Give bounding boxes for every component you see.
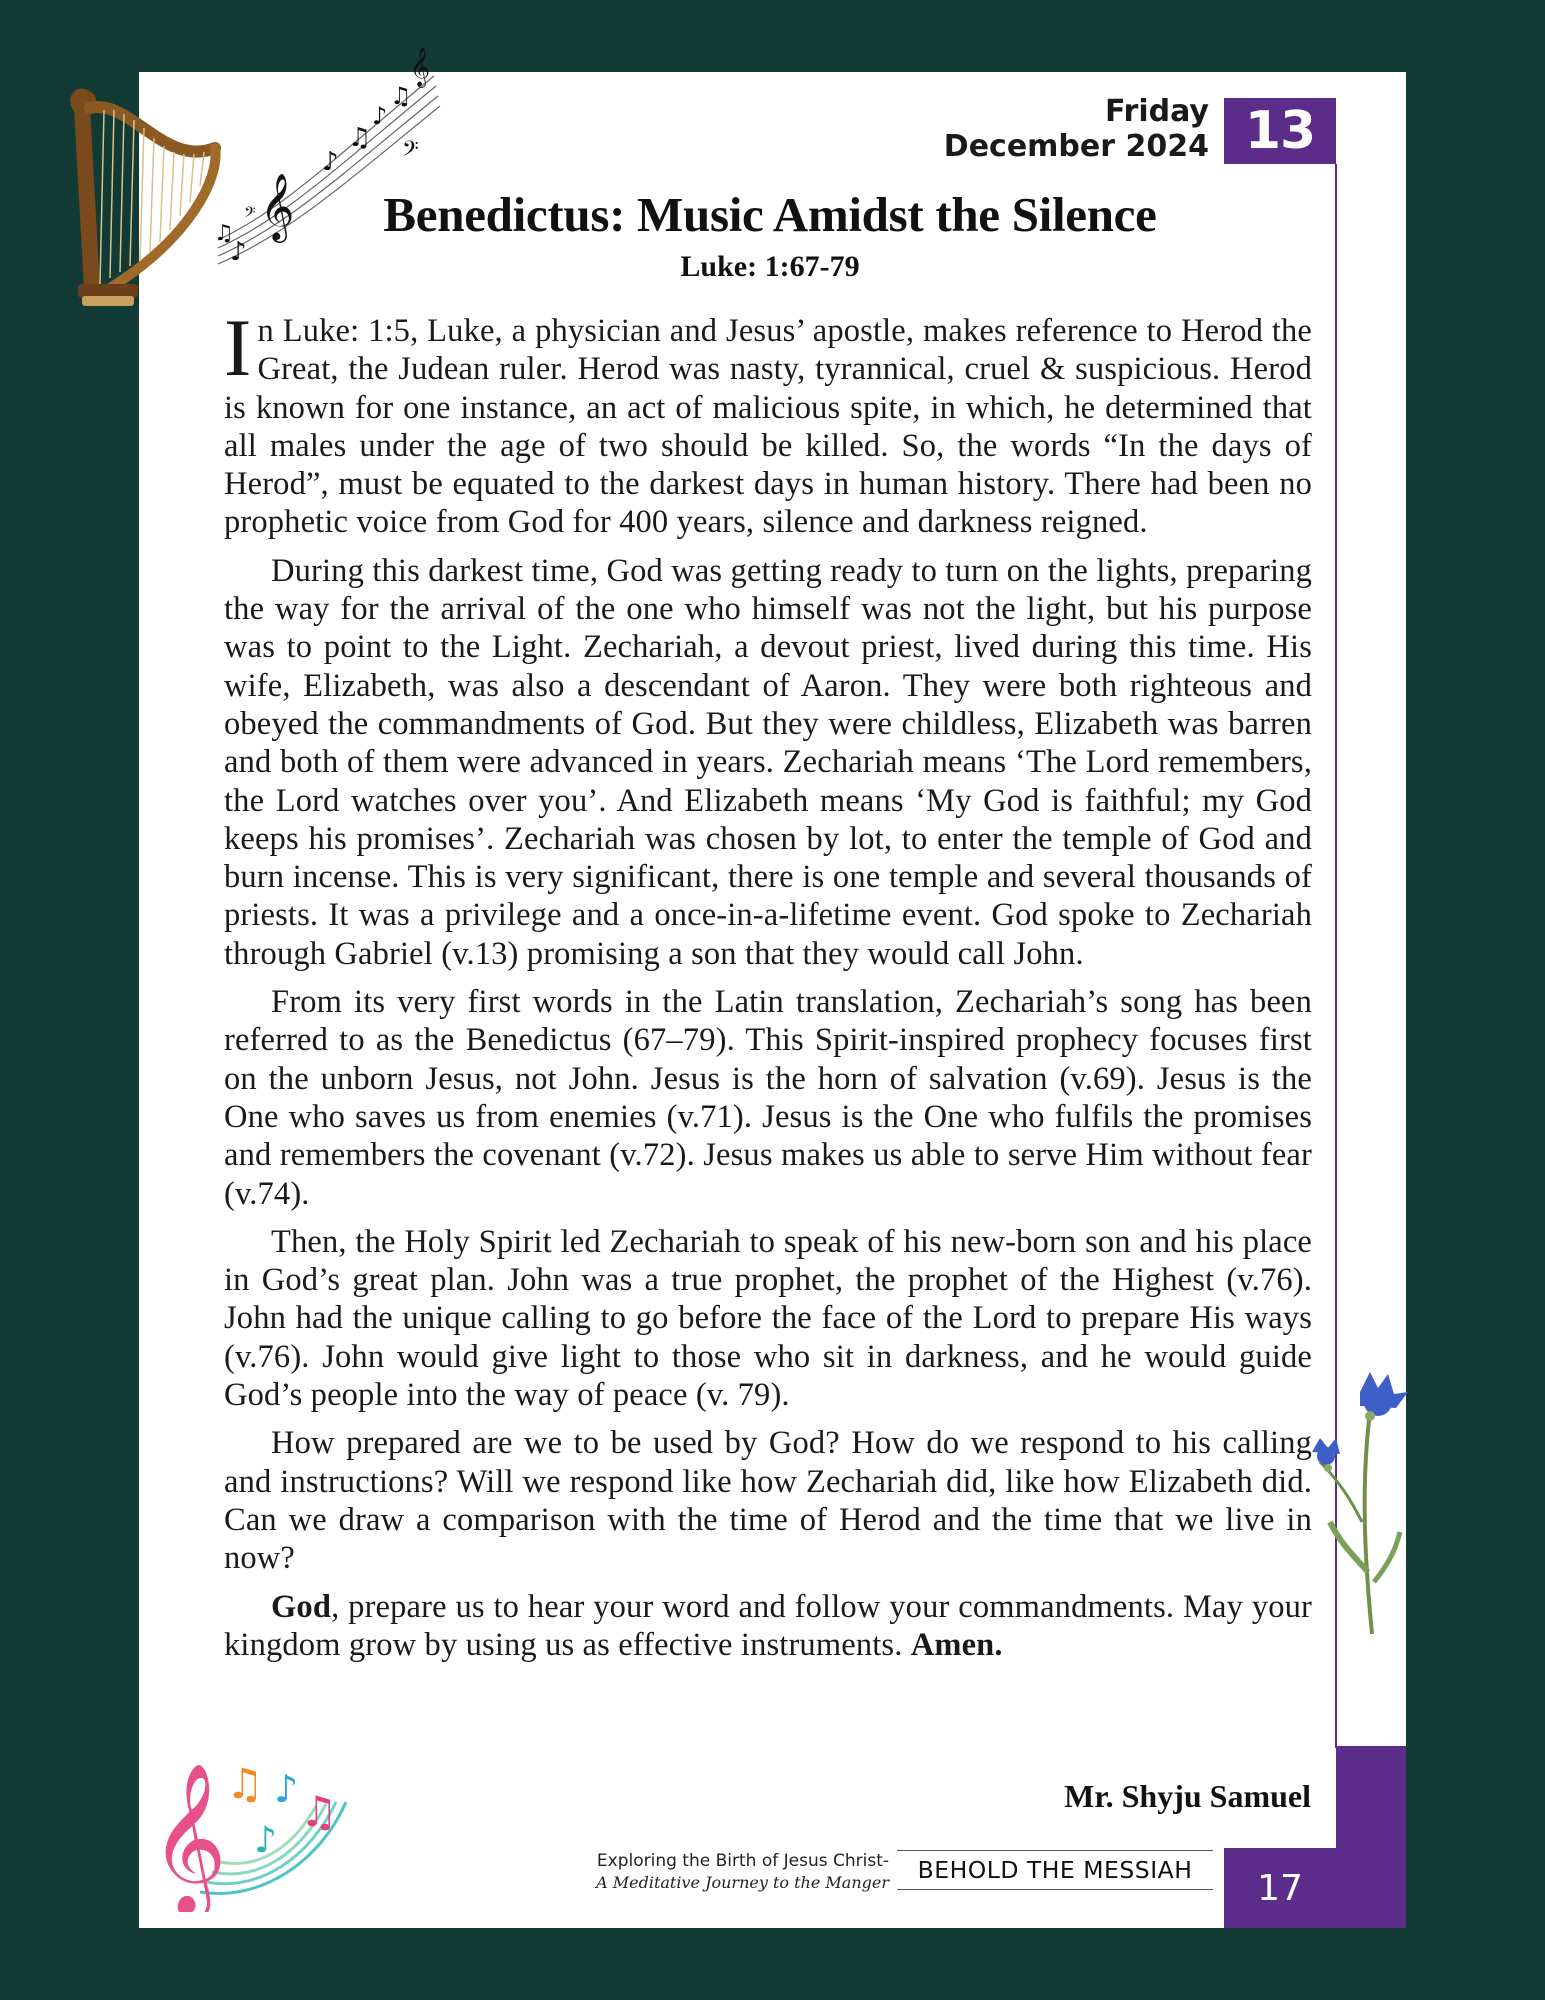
footer-line-1: Exploring the Birth of Jesus Christ- (596, 1851, 889, 1871)
svg-text:♫: ♫ (226, 1759, 264, 1808)
treble-clef-icon (150, 1742, 360, 1912)
footer-line-2: A Meditative Journey to the Manger (596, 1873, 889, 1892)
svg-text:𝄞: 𝄞 (410, 47, 431, 87)
svg-text:♫: ♫ (390, 82, 412, 110)
book-title: BEHOLD THE MESSIAH (897, 1850, 1213, 1890)
prayer-paragraph (224, 1588, 1312, 1665)
svg-text:♪: ♪ (372, 102, 388, 130)
month-year-label: December 2024 (943, 129, 1209, 164)
date-number-box: 13 (1224, 98, 1336, 164)
side-band (1336, 1746, 1406, 1928)
day-label: Friday (1104, 94, 1209, 129)
article-body (224, 302, 1312, 1674)
paragraph-2: During this darkest time, God was getting ready to turn on the lights, preparing the way for the arrival of the one who himself was not the light, but his purpose was to point to the Light. Zechariah, a devout priest, lived during this time. His wife, Elizabeth, was also a descendant of Aaron. They were both righteous and obeyed the commandments of God. But they were childless, Elizabeth was barren and both of them were advanced in years. Zechariah means ‘The Lord remembers, the Lord watches over you’. And Elizabeth means ‘My God is faithful; my God keeps his promises’. Zechariah was chosen by lot, to enter the temple of God and burn incense. This is very significant, there is one temple and several thousands of priests. It was a privilege and a once-in-a-lifetime event. God spoke to Zechariah through Gabriel (v.13) promising a son that they would call John. (224, 552, 1312, 972)
svg-text:𝄢: 𝄢 (244, 204, 256, 225)
svg-text:♪: ♪ (274, 1767, 299, 1811)
page-number: 17 (1224, 1848, 1336, 1928)
prayer-text: , prepare us to hear your word and follow your commandments. May your kingdom grow by using us as effective instruments. (224, 1588, 1312, 1663)
svg-text:♪: ♪ (254, 1820, 277, 1861)
paragraph-3: From its very first words in the Latin translation, Zechariah’s song has been referred to as the Benedictus (67–79). This Spirit-inspired prophecy focuses first on the unborn Jesus, not John. Jesus is the horn of salvation (v.69). Jesus is the One who saves us from enemies (v.71). Jesus is the One who fulfils the promises and remembers the covenant (v.72). Jesus makes us able to serve Him without fear (v.74). (224, 984, 1312, 1212)
harp-icon (70, 88, 230, 310)
cornflower-icon (1300, 1372, 1410, 1642)
svg-text:♫: ♫ (300, 1787, 338, 1836)
paragraph-1-text: n Luke: 1:5, Luke, a physician and Jesus’ apostle, makes reference to Herod the Great, the Judean ruler. Herod was nasty, tyrannical, cruel & suspicious. Herod is known for one instance, an act of malicious spite, in which, he determined that all males under the age of two should be killed. So, the words “In the days of Herod”, must be equated to the darkest days in human history. There had been no prophetic voice from God for 400 years, silence and darkness reigned. (224, 313, 1312, 541)
prayer-start: God (271, 1588, 332, 1625)
svg-text:♪: ♪ (322, 147, 339, 177)
prayer-end: Amen. (910, 1626, 1003, 1663)
svg-text:𝄞: 𝄞 (260, 172, 295, 240)
date-label (944, 94, 1209, 164)
article-title: Benedictus: Music Amidst the Silence (383, 187, 1157, 242)
svg-text:𝄞: 𝄞 (150, 1761, 227, 1912)
paragraph-4: Then, the Holy Spirit led Zechariah to speak of his new-born son and his place in God’s great plan. John was a true prophet, the prophet of the Highest (v.76). John had the unique calling to go before the face of the Lord to prepare His ways (v.76). John would give light to those who sit in darkness, and he would guide God’s people into the way of peace (v. 79). (224, 1223, 1312, 1414)
drop-cap: I (224, 302, 252, 393)
svg-text:♪: ♪ (230, 237, 247, 267)
svg-text:♫: ♫ (348, 123, 372, 153)
footer-series (596, 1850, 889, 1894)
svg-text:♫: ♫ (214, 221, 234, 246)
paragraph-5: How prepared are we to be used by God? How do we respond to his calling and instructions? Will we respond like how Zechariah did, like how Elizabeth did. Can we draw a comparison with the time of Herod and the time that we live in now? (224, 1425, 1312, 1577)
scripture-reference: Luke: 1:67-79 (680, 250, 860, 283)
svg-text:𝄢: 𝄢 (402, 137, 419, 167)
paragraph-1 (224, 302, 1312, 542)
author-name: Mr. Shyju Samuel (1064, 1778, 1311, 1814)
